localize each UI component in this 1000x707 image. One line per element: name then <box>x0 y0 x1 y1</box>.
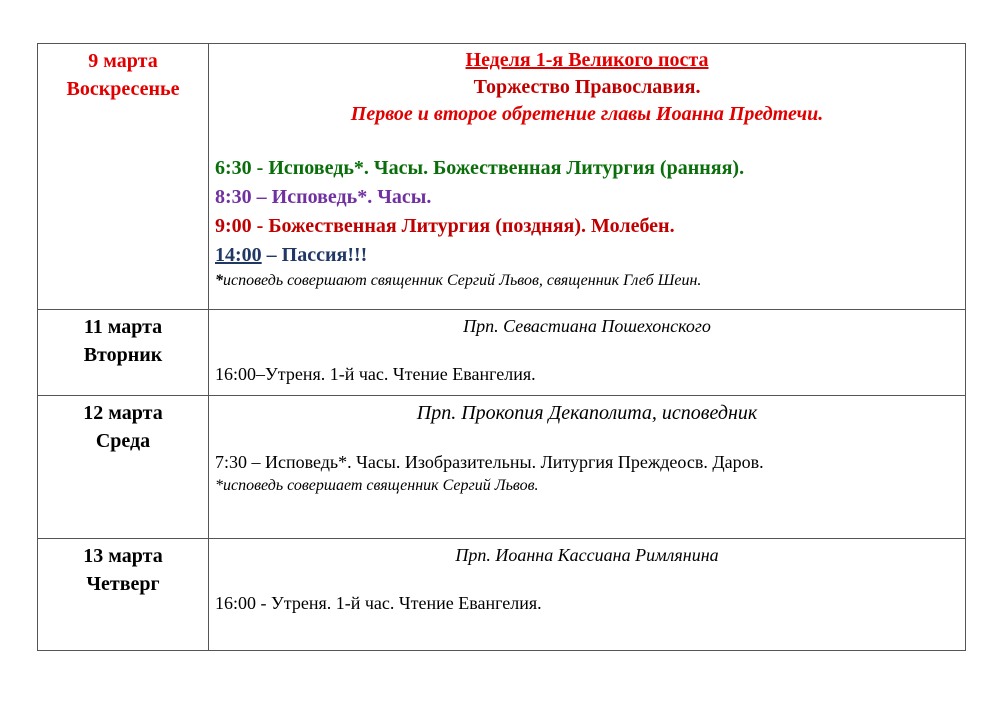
date: 11 марта <box>83 316 163 338</box>
table-row <box>38 44 966 310</box>
service-line: 7:30 – Исповедь*. Часы. Изобразительны. Литургия Преждеосв. Даров. <box>215 452 764 472</box>
weekday: Среда <box>95 430 151 452</box>
saint-commemoration: Прп. Иоанна Кассиана Римлянина <box>455 545 719 565</box>
weekday: Вторник <box>83 344 163 366</box>
confession-note: *исповедь совершают священник Сергий Львов, священник Глеб Шеин. <box>215 272 702 289</box>
table-row <box>38 396 966 539</box>
feast-extra: Первое и второе обретение главы Иоанна Предтечи. <box>350 103 824 125</box>
service-line: 9:00 - Божественная Литургия (поздняя). Молебен. <box>215 215 675 237</box>
date: 12 марта <box>83 402 163 424</box>
confession-note: *исповедь совершает священник Сергий Львов. <box>215 477 539 494</box>
table-row <box>38 310 966 396</box>
weekday: Четверг <box>86 573 160 595</box>
saint-commemoration: Прп. Севастиана Пошехонского <box>463 316 711 336</box>
feast-title: Неделя 1-я Великого поста <box>465 49 709 71</box>
saint-commemoration: Прп. Прокопия Декаполита, исповедник <box>416 402 758 424</box>
schedule-table <box>37 43 966 651</box>
service-line: 6:30 - Исповедь*. Часы. Божественная Литургия (ранняя). <box>215 157 745 179</box>
events-cell <box>209 44 966 310</box>
events-cell <box>209 396 966 539</box>
date: 9 марта <box>88 50 158 72</box>
date: 13 марта <box>83 545 163 567</box>
service-line: 14:00 – Пассия!!! <box>215 244 368 266</box>
weekday: Воскресенье <box>66 78 180 100</box>
feast-subtitle: Торжество Православия. <box>473 76 701 98</box>
table-row <box>38 539 966 651</box>
service-line: 16:00–Утреня. 1-й час. Чтение Евангелия. <box>215 364 536 384</box>
events-cell <box>209 539 966 651</box>
service-line: 8:30 – Исповедь*. Часы. <box>215 186 432 208</box>
events-cell <box>209 310 966 396</box>
service-line: 16:00 - Утреня. 1-й час. Чтение Евангелия. <box>215 593 542 613</box>
